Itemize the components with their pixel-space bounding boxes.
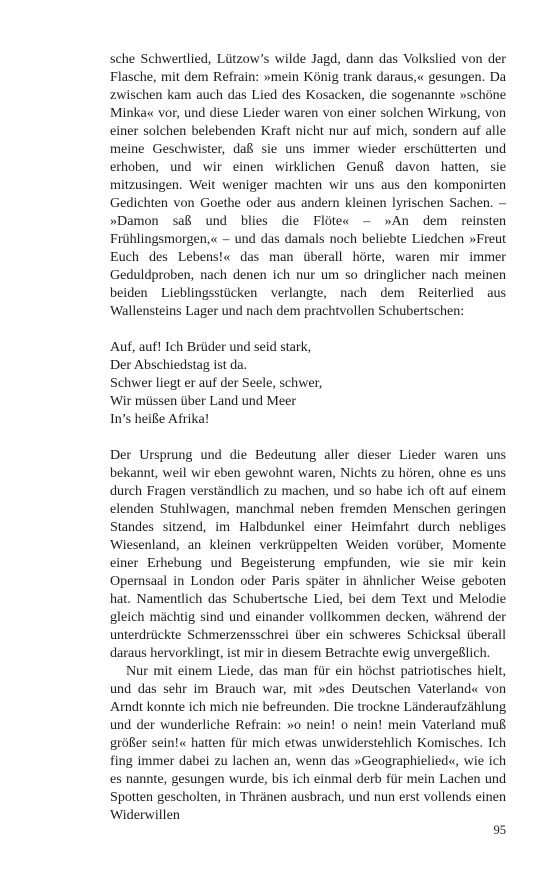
verse-block: [110, 338, 506, 428]
text-block: [110, 50, 506, 824]
verse-line-4: Wir müssen über Land und Meer: [110, 393, 297, 409]
verse-line-3: Schwer liegt er auf der Seele, schwer,: [110, 375, 323, 391]
paragraph-3: Nur mit einem Liede, das man für ein höchst patriotisches hielt, und das sehr im Brauch war, mit »des Deutschen Vaterland« von Arndt konnte ich mich nie befreunden. Die trockne Länderaufzählung und der wunderliche Refrain: »o nein! o nein! mein Vaterland muß größer sein!« hatten für mich etwas unwiderstehlich Komisches. Ich fing immer dabei zu lachen an, wenn das »Geographielied«, wie ich es nannte, gesungen wurde, bis ich einmal derb für mein Lachen und Spotten gescholten, in Thränen ausbrach, und nun erst vollends einen Widerwillen: [110, 663, 506, 823]
page-number: 95: [493, 823, 506, 837]
paragraph-2: Der Ursprung und die Bedeutung aller dieser Lieder waren uns bekannt, weil wir eben gewohnt waren, Nichts zu hören, ohne es uns durch Fragen verständlich zu machen, und so habe ich oft auf einem elenden Stuhlwagen, manchmal neben fremden Menschen geringen Standes sitzend, im Halbdunkel einer Heimfahrt durch nebliges Wiesenland, an kleinen verkrüppelten Weiden vorüber, Momente einer Erhebung und Begeisterung empfunden, wie sie mir kein Opernsaal in London oder Paris später in ähnlicher Weise geboten hat. Namentlich das Schubertsche Lied, bei dem Text und Melodie gleich mächtig sind und einander vollkommen decken, während der unterdrückte Schmerzensschrei über ein schweres Schicksal überall daraus hervorklingt, ist mir in diesem Betrachte ewig unvergeßlich.: [110, 447, 506, 661]
verse-line-1: Auf, auf! Ich Brüder und seid stark,: [110, 339, 312, 355]
verse-line-5: In’s heiße Afrika!: [110, 411, 210, 427]
paragraph-1: sche Schwertlied, Lützow’s wilde Jagd, dann das Volkslied von der Flasche, mit dem Refrain: »mein König trank daraus,« gesungen. Da zwischen kam auch das Lied des Kosacken, die sogenannte »schöne Minka« vor, und diese Lieder waren von einer solchen Wirkung, von einer solchen belebenden Kraft nicht nur auf mich, sondern auf alle meine Geschwister, daß sie uns immer wieder erschütterten und erhoben, und wir einen wirklichen Genuß davon hatten, sie mitzusingen. Weit weniger machten wir uns aus den komponirten Gedichten von Goethe oder aus andern kleinen lyrischen Sachen. – »Damon saß und blies die Flöte« – »An dem reinsten Frühlingsmorgen,« – und das damals noch beliebte Liedchen »Freut Euch des Lebens!« das man überall hörte, waren mir immer Geduldproben, nach denen ich nur um so dringlicher nach meinen beiden Lieblingsstücken verlangte, nach dem Reiterlied aus Wallensteins Lager und nach dem prachtvollen Schubertschen:: [110, 51, 506, 319]
verse-line-2: Der Abschiedstag ist da.: [110, 357, 247, 373]
